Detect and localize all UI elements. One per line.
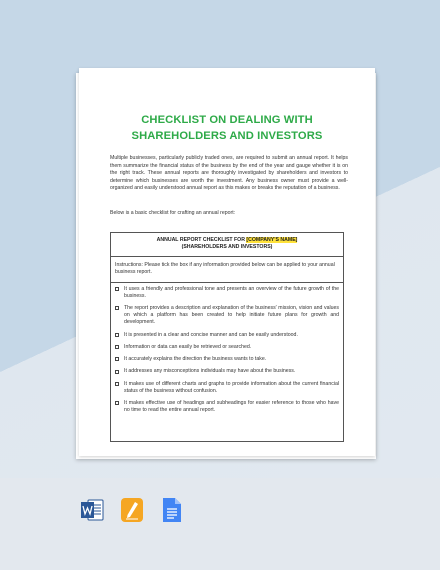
checklist-item [115, 286, 339, 300]
checkbox[interactable] [115, 333, 119, 337]
checklist-table [110, 232, 344, 442]
checklist-item-text: It makes effective use of headings and subheadings for easier reference to those who have no time to read the entire annual report. [124, 400, 339, 414]
app-icons [80, 497, 200, 523]
checkbox[interactable] [115, 345, 119, 349]
checklist-item [115, 368, 339, 375]
background-bottom [0, 478, 440, 570]
checklist-item [115, 332, 339, 339]
checklist-item [115, 356, 339, 363]
company-name-placeholder: [COMPANY'S NAME] [246, 237, 298, 243]
document-title [79, 112, 375, 144]
checkbox[interactable] [115, 401, 119, 405]
title-line-2: SHAREHOLDERS AND INVESTORS [131, 130, 323, 142]
checklist-item-text: It is presented in a clear and concise manner and can be easily understood. [124, 331, 298, 338]
checkbox[interactable] [115, 382, 119, 386]
checklist-subheading: (SHAREHOLDERS AND INVESTORS) [181, 243, 273, 250]
checklist-item-text: It makes use of different charts and graphs to provide information about the current financial status of the business without confusion. [124, 380, 339, 394]
checklist-instructions: Instructions: Please tick the box if any information provided below can be applied to your annual business report. [111, 257, 343, 283]
checkbox[interactable] [115, 357, 119, 361]
checklist-heading-prefix: ANNUAL REPORT CHECKLIST FOR [156, 237, 247, 243]
checkbox[interactable] [115, 287, 119, 291]
checklist-items [111, 283, 343, 414]
checklist-heading [111, 233, 343, 257]
pages-icon[interactable] [120, 497, 144, 523]
checklist-item [115, 381, 339, 395]
checklist-item-text: It uses a friendly and professional tone and presents an overview of the future growth of the business. [124, 286, 339, 299]
google-docs-icon[interactable] [160, 497, 184, 523]
word-icon[interactable] [80, 497, 104, 523]
intro-paragraph: Multiple businesses, particularly publicly traded ones, are required to submit an annual report. It helps them summarize the financial status of the business by the end of the year and gauge whether it is on the right track. These annual reports are thoroughly investigated by shareholders and investors to determine which businesses are worth the investment. Any business owner must provide a well-organized and easily understood annual report as this makes or breaks the reputation of a business. [110, 155, 348, 191]
checkbox[interactable] [115, 370, 119, 374]
intro-lead-in: Below is a basic checklist for crafting an annual report: [110, 210, 236, 216]
title-line-1: CHECKLIST ON DEALING WITH [141, 114, 313, 126]
checklist-item-text: It accurately explains the direction the business wants to take. [124, 356, 267, 363]
checklist-item-text: The report provides a description and explanation of the business' mission, vision and values on which a platform has been created to help initiate future plans for growth and development. [124, 305, 339, 326]
checklist-item [115, 344, 339, 351]
checklist-item [115, 305, 339, 326]
checkbox[interactable] [115, 306, 119, 310]
document-page [79, 68, 375, 456]
checklist-item [115, 400, 339, 414]
checklist-item-text: It addresses any misconceptions individuals may have about the business. [124, 368, 296, 375]
checklist-item-text: Information or data can easily be retrieved or searched. [124, 343, 252, 350]
